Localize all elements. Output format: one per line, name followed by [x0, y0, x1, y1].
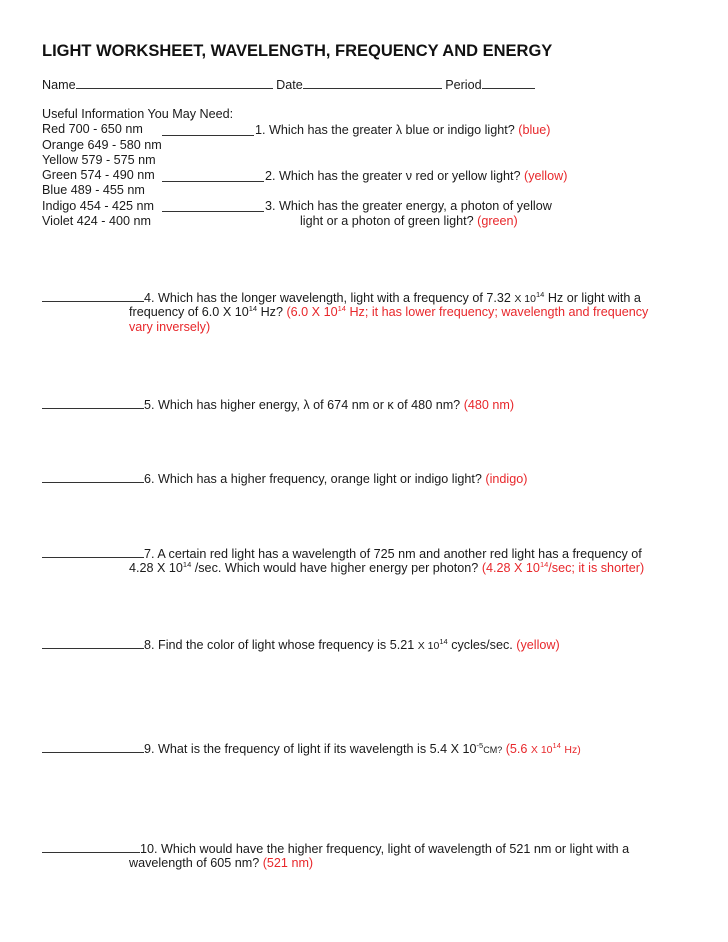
- question-number: 4.: [144, 291, 155, 305]
- question-number: 10.: [140, 842, 158, 856]
- question-text: Hz?: [260, 305, 283, 319]
- exponent: -5: [476, 741, 484, 750]
- date-field[interactable]: [303, 77, 442, 89]
- answer-blank-q5[interactable]: [42, 397, 144, 409]
- question-text: /sec. Which would have higher energy per photon?: [194, 561, 479, 575]
- question-text: Which has the greater energy, a photon of yellow: [279, 199, 552, 213]
- unit-text: CM?: [483, 745, 503, 755]
- question-text: X 10: [514, 293, 536, 305]
- answer-blank-q10[interactable]: [42, 841, 140, 853]
- answer-blank-q6[interactable]: [42, 471, 144, 483]
- question-text: X 10: [417, 640, 440, 652]
- question-10: [42, 841, 629, 857]
- question-number: 2.: [265, 169, 276, 183]
- question-4-answer-continued: vary inversely): [129, 320, 211, 334]
- student-info-line: [42, 77, 535, 92]
- question-4-continued: [129, 305, 648, 320]
- question-7-continued: [129, 561, 644, 576]
- color-range-orange: Orange 649 - 580 nm: [42, 137, 162, 152]
- question-6: [42, 471, 527, 487]
- name-field[interactable]: [76, 77, 273, 89]
- question-number: 9.: [144, 742, 155, 756]
- color-range-red: Red 700 - 650 nm: [42, 122, 143, 137]
- question-text: Which has a higher frequency, orange light or indigo light?: [158, 472, 482, 486]
- answer-blank-q1[interactable]: [162, 124, 254, 136]
- question-text: Which has the greater λ blue or indigo light?: [269, 123, 515, 137]
- color-range-green: Green 574 - 490 nm: [42, 168, 155, 183]
- question-text: Which has the longer wavelength, light with a frequency of 7.32: [158, 291, 511, 305]
- question-3-continued: [300, 214, 518, 229]
- question-text: Find the color of light whose frequency is 5.21: [158, 638, 415, 652]
- answer-blank-q8[interactable]: [42, 637, 144, 649]
- question-number: 5.: [144, 398, 155, 412]
- question-text: frequency of 6.0 X 10: [129, 305, 249, 319]
- question-1: [255, 123, 550, 138]
- question-text: Which would have the higher frequency, light of wavelength of 521 nm or light with a: [161, 842, 630, 856]
- answer-text: (4.28 X $10^{14}/\sec$; it is shorter): [481, 560, 645, 575]
- answer-blank-q7[interactable]: [42, 546, 144, 558]
- color-range-indigo: Indigo 454 - 425 nm: [42, 198, 155, 213]
- date-label: Date: [276, 78, 303, 92]
- question-text: A certain red light has a wavelength of 725 nm and another red light has a frequency of: [157, 547, 642, 561]
- question-text: 4.28 X 10: [129, 561, 183, 575]
- question-number: 3.: [265, 199, 276, 213]
- answer-text: (yellow): [524, 169, 568, 183]
- useful-info-heading: Useful Information You May Need:: [42, 107, 234, 121]
- exponent: 14: [535, 290, 545, 299]
- question-number: 7.: [144, 547, 155, 561]
- question-text: Which has higher energy, λ of 674 nm or κ of 480 nm?: [158, 398, 461, 412]
- question-number: 1.: [255, 123, 266, 137]
- color-range-blue: Blue 489 - 455 nm: [42, 183, 145, 198]
- question-7: [42, 546, 642, 562]
- question-text: Hz or light with a: [547, 291, 641, 305]
- exponent: 14: [182, 560, 192, 569]
- question-9: [42, 741, 581, 758]
- answer-text: (5.6 X $10^{14}$ Hz): [505, 741, 581, 756]
- color-range-violet: Violet 424 - 400 nm: [42, 214, 151, 229]
- exponent: 14: [248, 304, 258, 313]
- answer-text: (6.0 X $10^{14}$ Hz; it has lower frequency; wavelength and frequency: [286, 304, 649, 319]
- question-number: 8.: [144, 638, 155, 652]
- answer-text: (blue): [518, 123, 551, 137]
- question-text: cycles/sec.: [451, 638, 513, 652]
- color-range-yellow: Yellow 579 - 575 nm: [42, 152, 156, 167]
- question-text: Which has the greater ν red or yellow light?: [279, 169, 521, 183]
- question-3: [265, 199, 552, 214]
- answer-text: (indigo): [485, 472, 528, 486]
- question-text: What is the frequency of light if its wavelength is 5.4 X 10: [158, 742, 477, 756]
- question-10-continued: [129, 856, 313, 871]
- answer-blank-q9[interactable]: [42, 741, 144, 753]
- period-label: Period: [445, 78, 482, 92]
- question-2: [265, 169, 567, 184]
- answer-text: (green): [477, 214, 518, 228]
- period-field[interactable]: [482, 77, 535, 89]
- name-label: Name: [42, 78, 76, 92]
- answer-text: (yellow): [516, 638, 560, 652]
- answer-blank-q2[interactable]: [162, 170, 264, 182]
- exponent: 14: [439, 637, 448, 646]
- question-5: [42, 397, 514, 413]
- question-8: [42, 637, 560, 654]
- answer-text: (521 nm): [262, 856, 314, 870]
- question-number: 6.: [144, 472, 155, 486]
- answer-blank-q4[interactable]: [42, 290, 144, 302]
- question-text: light or a photon of green light?: [300, 214, 474, 228]
- question-text: wavelength of 605 nm?: [129, 856, 260, 870]
- answer-text: (480 nm): [463, 398, 515, 412]
- page-title: LIGHT WORKSHEET, WAVELENGTH, FREQUENCY AND ENERGY: [42, 42, 553, 60]
- answer-blank-q3[interactable]: [162, 200, 264, 212]
